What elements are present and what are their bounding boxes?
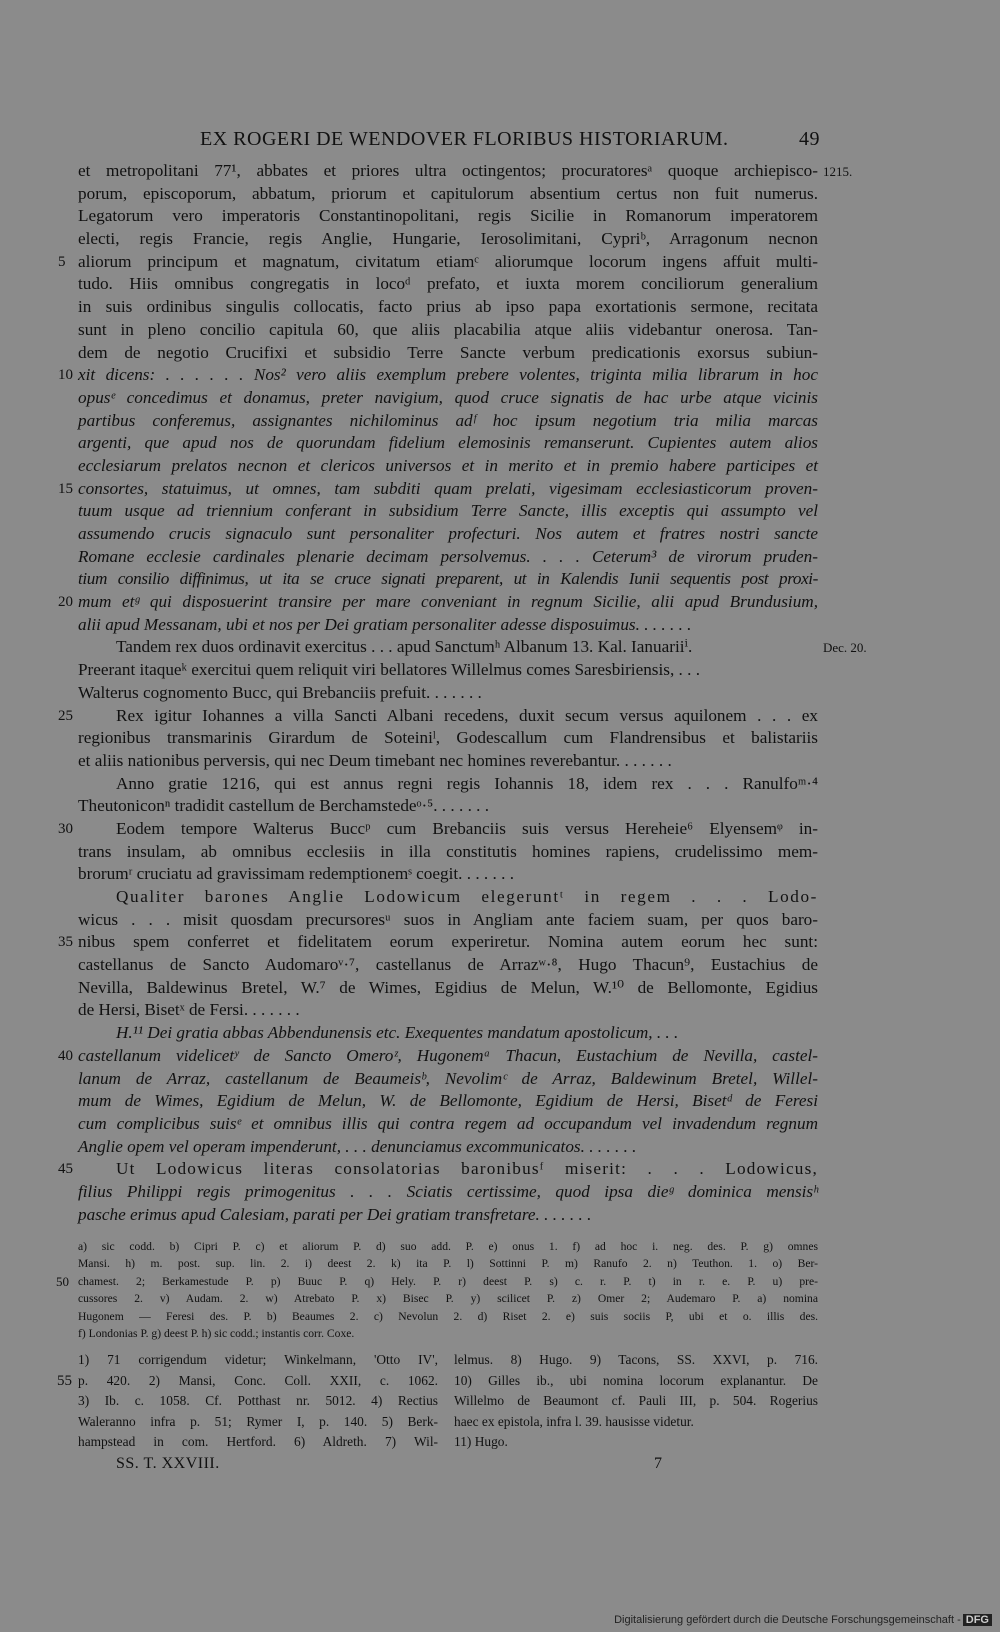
text-line: Anno gratie 1216, qui est annus regni regis Iohannis 18, idem rex . . . Ranulfoᵐ·⁴ bbox=[116, 773, 818, 793]
text-line: sunt in pleno concilio capitula 60, que aliis placabilia atque aliis videbantur onerosa. Tan- bbox=[78, 319, 818, 339]
apparatus-line: a) sic codd. b) Cipri P. c) et aliorum P. d) suo add. P. e) onus 1. f) ad hoc i. neg. des. P. g) omnes bbox=[78, 1240, 818, 1253]
apparatus-line: f) Londonias P. g) deest P. h) sic codd.; instantis corr. Coxe. bbox=[78, 1326, 355, 1340]
text-line: 15 consortes, statuimus, ut omnes, tam subditi quam prelati, vigesimam ecclesiasticorum proven- bbox=[78, 478, 818, 501]
dfg-logo: DFG bbox=[963, 1614, 992, 1626]
text-line: et metropolitani 77¹, abbates et priores ultra octingentos; procuratoresᵃ quoque archiepisco- 1215. bbox=[78, 160, 818, 183]
running-title: EX ROGERI DE WENDOVER FLORIBUS HISTORIARUM. bbox=[200, 128, 729, 150]
text-line: Qualiter barones Anglie Lodowicum elegeruntᵗ in regem . . . Lodo- bbox=[116, 887, 818, 906]
footnote-line: Waleranno infra p. 51; Rymer I, p. 140. 5) Berk- haec ex epistola, infra l. 39. hausisse videtur. bbox=[78, 1413, 694, 1429]
text-line: dem de negotio Crucifixi et subsidio Terre Sancte verbum predicationis exorsus subiun- bbox=[78, 342, 818, 362]
apparatus-line: Hugonem — Feresi des. P. b) Beaumes 2. c) Nevolun 2. d) Riset 2. e) suis sociis P, ubi et o. illis des. bbox=[78, 1309, 818, 1323]
text-line: 5 aliorum principum et magnatum, civitatum etiamᶜ aliorumque locorum ingens affuit multi- bbox=[78, 251, 818, 274]
text-line: Romane ecclesie cardinales plenarie decimam persolvemus. . . . Ceterum³ de virorum pruden- bbox=[78, 546, 818, 566]
text-line: Nevilla, Baldewinus Bretel, W.⁷ de Wimes, Egidius de Melun, W.¹⁰ de Bellomonte, Egidius bbox=[78, 977, 818, 997]
text-line: regionibus transmarinis Girardum de Soteiniˡ, Godescallum cum Flandrensibus et balistariis bbox=[78, 728, 818, 748]
line-number: 50 bbox=[56, 1273, 69, 1289]
text-line: trans insulam, ab omnibus ecclesiis in illa constitutis homines rapiens, crudelissimo mem- bbox=[78, 841, 818, 861]
text-line: 30 Eodem tempore Walterus Buccᵖ cum Brebanciis suis versus Hereheie⁶ Elyensemᵠ in- bbox=[78, 818, 818, 841]
apparatus-line: Mansi. h) m. post. sup. lin. 2. i) deest 2. k) ita P. l) Sottinni P. m) Ranufo 2. n) Teuthon. 1. o) Ber- bbox=[78, 1257, 818, 1271]
footnote-line: 55 p. 420. 2) Mansi, Conc. Coll. XXII, c. 1062. 10) Gilles ib., ubi nomina locorum explanantur. De bbox=[78, 1371, 818, 1392]
footnotes bbox=[57, 1350, 818, 1453]
text-line: 40 castellanum videlicetʸ de Sancto Omeroᶻ, Hugonemᵃ Thacun, Eustachium de Nevilla, castel- bbox=[78, 1045, 818, 1068]
text-line: brorumʳ cruciatu ad gravissimam redemptionemˢ coegit. . . . . . . bbox=[78, 864, 514, 884]
digitization-credit: Digitalisierung gefördert durch die Deutsche Forschungsgemeinschaft - DFG bbox=[614, 1614, 992, 1626]
apparatus-line: 50 chamest. 2; Berkamestude P. p) Buuc P. q) Hely. P. r) deest P. s) c. r. P. t) in r. e. P. u) pre- bbox=[56, 1273, 818, 1289]
footnote-line: hampstead in com. Hertford. 6) Aldreth. 7) Wil- 11) Hugo. bbox=[78, 1434, 508, 1449]
text-line: 25 Rex igitur Iohannes a villa Sancti Albani recedens, duxit secum versus aquilonem . . . ex bbox=[78, 705, 818, 728]
line-number: 10 bbox=[58, 367, 73, 384]
text-line: ecclesiarum prelatos necnon et clericos universos et in merito et in premio habere participes et bbox=[78, 455, 818, 475]
line-number: 15 bbox=[58, 480, 73, 497]
text-line: electi, regis Francie, regis Anglie, Hungarie, Ierosolimitani, Cypriᵇ, Arragonum necnon bbox=[78, 229, 818, 249]
line-number: 20 bbox=[58, 594, 73, 611]
text-line: de Hersi, Bisetˣ de Fersi. . . . . . . bbox=[78, 1000, 300, 1020]
text-line: castellanus de Sancto Audomaroᵛ·⁷, castellanus de Arrazʷ·⁸, Hugo Thacun⁹, Eustachius de bbox=[78, 955, 818, 975]
critical-apparatus bbox=[56, 1238, 818, 1342]
text-line: tudo. Hiis omnibus congregatis in locoᵈ prefato, et iuxta morem conciliorum generalium bbox=[78, 274, 818, 294]
text-line: H.¹¹ Dei gratia abbas Abbendunensis etc. Exequentes mandatum apostolicum, . . . bbox=[116, 1023, 679, 1043]
text-line: argenti, que apud nos de quorundam fidelium elemosinis remanserunt. Cupientes autem alios bbox=[78, 433, 818, 453]
text-line: tium consilio diffinimus, ut ita se cruce signati preparent, ut in Kalendis Iunii sequentis post proxi- bbox=[78, 569, 818, 589]
line-number: 35 bbox=[58, 934, 73, 951]
text-line: partibus conferemus, assignantes nichilominus adᶠ hoc ipsum negotium tria milia marcas bbox=[78, 410, 818, 430]
line-number: 5 bbox=[58, 253, 66, 270]
text-line: opusᵉ concedimus et donamus, preter navigium, quod cruce signatis de hac urbe atque vicinis bbox=[78, 387, 818, 407]
text-line: assumendo crucis signaculo sunt personaliter profecturi. Nos autem et fratres nostri sancte bbox=[78, 524, 818, 543]
text-line: mum de Wimes, Egidium de Melun, W. de Bellomonte, Egidium de Hersi, Bisetᵈ de Feresi bbox=[78, 1091, 818, 1111]
text-line: 45 Ut Lodowicus literas consolatorias baronibusᶠ miserit: . . . Lodowicus, bbox=[78, 1158, 818, 1181]
text-line: Walterus cognomento Bucc, qui Brebanciis prefuit. . . . . . . bbox=[78, 682, 482, 702]
volume-signature: SS. T. XXVIII. bbox=[116, 1455, 220, 1472]
text-line: 35 nibus spem conferret et fidelitatem eorum experiretur. Nomina autem eorum hec sunt: bbox=[78, 931, 818, 954]
text-line: Legatorum vero imperatoris Constantinopolitani, regis Sicilie in Romanorum imperatorem bbox=[78, 206, 818, 226]
text-line: Anglie opem vel operam impenderunt, . . . denunciamus excommunicatos. . . . . . . bbox=[78, 1136, 637, 1156]
line-number: 25 bbox=[58, 707, 73, 724]
footnote-line: 1) 71 corrigendum videtur; Winkelmann, 'Otto IV', lelmus. 8) Hugo. 9) Tacons, SS. XXVI, p. 716. bbox=[78, 1352, 818, 1367]
text-line: 20 mum etᵍ qui disposuerint transire per mare conveniant in regnum Sicilie, alii apud Brundusium, bbox=[78, 591, 818, 614]
line-number: 45 bbox=[58, 1161, 73, 1178]
page-number: 49 bbox=[799, 128, 820, 150]
text-line: tuum usque ad triennium conferant in subsidium Terre Sancte, illis exceptis qui assumpto vel bbox=[78, 501, 818, 521]
apparatus-line: cussores 2. v) Audam. 2. w) Atrebato P. x) Bisec P. y) scilicet P. z) Omer 2; Audemaro P. a) nomina bbox=[78, 1292, 818, 1306]
text-line: 10 xit dicens: . . . . . . Nos² vero aliis exemplum prebere volentes, triginta milia librarum in hoc bbox=[78, 364, 818, 387]
text-line: alii apud Messanam, ubi et nos per Dei gratiam personaliter adesse disposuimus. . . . . . . bbox=[78, 614, 692, 634]
text-line: wicus . . . misit quosdam precursoresᵘ suos in Angliam ante faciem suam, per quos baro- bbox=[78, 909, 818, 929]
text-line: Tandem rex duos ordinavit exercitus . . . apud Sanctumʰ Albanum 13. Kal. Ianuariiⁱ. Dec. 20. bbox=[78, 636, 818, 659]
text-line: pasche erimus apud Calesiam, parati per Dei gratiam transfretare. . . . . . . bbox=[78, 1204, 592, 1224]
text-line: et aliis nationibus perversis, qui nec Deum timebant nec homines reverebantur. . . . . . . bbox=[78, 750, 672, 770]
text-line: in suis ordinibus singulis collocatis, facto prius ab ipso papa exortationis sermone, recitata bbox=[78, 297, 818, 317]
text-line: porum, episcoporum, abbatum, priorum et capitulorum absentium certus non fuit numerus. bbox=[78, 183, 818, 203]
gathering-signature: 7 bbox=[654, 1455, 662, 1472]
text-line: Theutoniconⁿ tradidit castellum de Berchamstedeᵒ·⁵. . . . . . . bbox=[78, 796, 490, 816]
line-number: 30 bbox=[58, 820, 73, 837]
main-text bbox=[58, 160, 867, 1226]
margin-date: Dec. 20. bbox=[823, 640, 867, 656]
text-line: lanum de Arraz, castellanum de Beaumeisᵇ, Nevolimᶜ de Arraz, Baldewinum Bretel, Willel- bbox=[78, 1068, 818, 1088]
margin-year: 1215. bbox=[823, 164, 853, 179]
line-number: 40 bbox=[58, 1047, 73, 1064]
footnote-line: 3) Ib. c. 1058. Cf. Potthast nr. 5012. 4) Rectius Willelmo de Beaumont cf. Pauli III, p. 504. Rogerius bbox=[78, 1393, 818, 1408]
line-number: 55 bbox=[57, 1372, 72, 1389]
text-line: Preerant itaqueᵏ exercitui quem reliquit viri bellatores Willelmus comes Saresbiriensis, . . . bbox=[78, 660, 701, 680]
text-line: filius Philippi regis primogenitus . . . Sciatis certissime, quod ipsa dieᵍ dominica mensisʰ bbox=[78, 1181, 818, 1201]
text-line: cum complicibus suisᵉ et omnibus illis qui contra regem ad occupandum vel invadendum regnum bbox=[78, 1113, 818, 1133]
